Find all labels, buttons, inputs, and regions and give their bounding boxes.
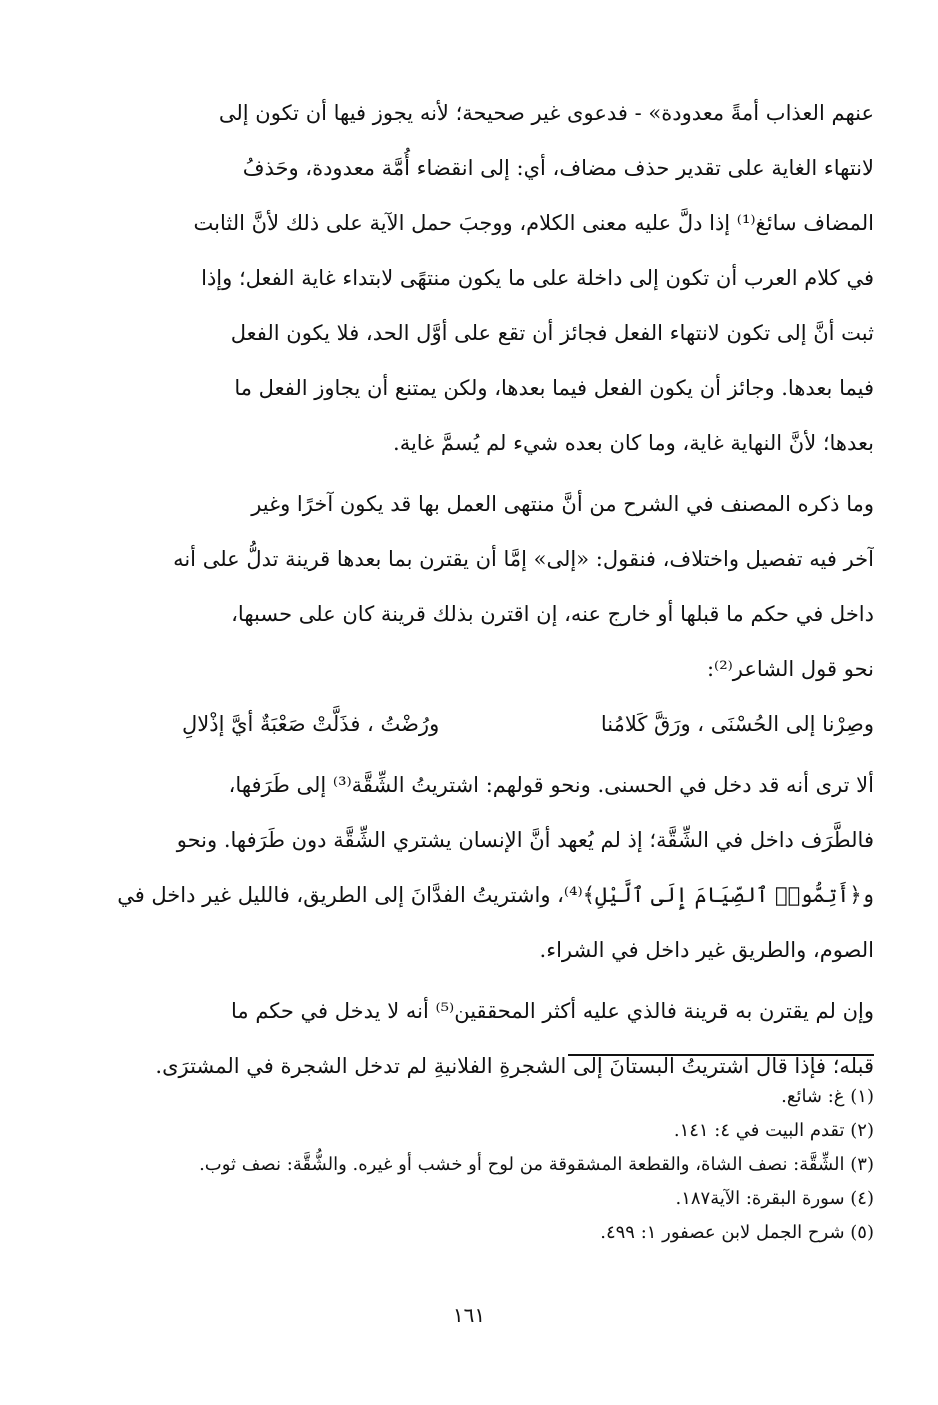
text-line: وإن لم يقترن به قرينة فالذي عليه أكثر المحققين⁽⁵⁾ أنه لا يدخل في حكم ما — [231, 999, 874, 1023]
text-line: الصوم، والطريق غير داخل في الشراء. — [539, 938, 874, 962]
verse-second-hemistich: ورُضْتُ ، فذَلَّتْ صَعْبَةٌ أيَّ إذْلالِ — [182, 712, 440, 736]
footnote: (٣) الشِّقَّة: نصف الشاة، والقطعة المشقوقة من لوح أو خشب أو غيره. والشُّقَّة: نصف ثوب. — [199, 1154, 874, 1175]
text-line: نحو قول الشاعر⁽²⁾: — [706, 657, 874, 681]
text-line: فيما بعدها. وجائز أن يكون الفعل فيما بعدها، ولكن يمتنع أن يجاوز الفعل ما — [234, 376, 874, 400]
footnote: (٢) تقدم البيت في ٤: ١٤١. — [673, 1120, 874, 1141]
poetry-verse — [62, 697, 874, 752]
footnotes — [62, 1080, 874, 1250]
main-text — [62, 86, 874, 1094]
text-line: بعدها؛ لأنَّ النهاية غاية، وما كان بعده شيء لم يُسمَّ غاية. — [393, 431, 874, 455]
text-line: داخل في حكم ما قبلها أو خارج عنه، إن اقترن بذلك قرينة كان على حسبها، — [231, 602, 874, 626]
text-line: في كلام العرب أن تكون إلى داخلة على ما يكون منتهًى لابتداء غاية الفعل؛ وإذا — [201, 266, 874, 290]
text-line: ألا ترى أنه قد دخل في الحسنى. ونحو قولهم: اشتريتُ الشِّقَّة⁽³⁾ إلى طَرَفها، — [228, 773, 874, 797]
text-line: فالطَّرَف داخل في الشِّقَّة؛ إذ لم يُعهد أنَّ الإنسان يشتري الشِّقَّة دون طَرَفها. ونحو — [176, 828, 874, 852]
text-line: آخر فيه تفصيل واختلاف، فنقول: «إلى» إمَّا أن يقترن بما بعدها قرينة تدلُّ على أنه — [173, 547, 874, 571]
text-line: عنهم العذاب أمةً معدودة» - فدعوى غير صحيحة؛ لأنه يجوز فيها أن تكون إلى — [218, 101, 874, 125]
footnote: (٥) شرح الجمل لابن عصفور ١: ٤٩٩. — [600, 1222, 874, 1243]
page-number: ١٦١ — [452, 1303, 486, 1327]
footnote-separator — [568, 1054, 874, 1056]
footnote: (٤) سورة البقرة: الآية١٨٧. — [675, 1188, 874, 1209]
footnote: (١) غ: شائع. — [781, 1086, 874, 1107]
text-line: ثبت أنَّ إلى تكون لانتهاء الفعل فجائز أن تقع على أوَّل الحد، فلا يكون الفعل — [230, 321, 874, 345]
text-line: و﴿أَتِمُّوا۟ ٱلصِّيَامَ إِلَى ٱلَّيْلِ﴾⁽⁴⁾، واشتريتُ الفدَّانَ إلى الطريق، فالليل غير داخل في — [117, 883, 874, 907]
text-line: وما ذكره المصنف في الشرح من أنَّ منتهى العمل بها قد يكون آخرًا وغير — [251, 492, 874, 516]
text-line: قبله؛ فإذا قال اشتريتُ البستانَ إلى الشجرةِ الفلانيةِ لم تدخل الشجرة في المشترَى. — [155, 1054, 874, 1078]
text-line: لانتهاء الغاية على تقدير حذف مضاف، أي: إلى انقضاء أُمَّة معدودة، وحَذفُ — [242, 156, 874, 180]
verse-first-hemistich: وصِرْنا إلى الحُسْنَى ، ورَقَّ كَلامُنا — [600, 712, 874, 736]
text-line: المضاف سائغ⁽¹⁾ إذا دلَّ عليه معنى الكلام، ووجبَ حمل الآية على ذلك لأنَّ الثابت — [193, 211, 874, 235]
